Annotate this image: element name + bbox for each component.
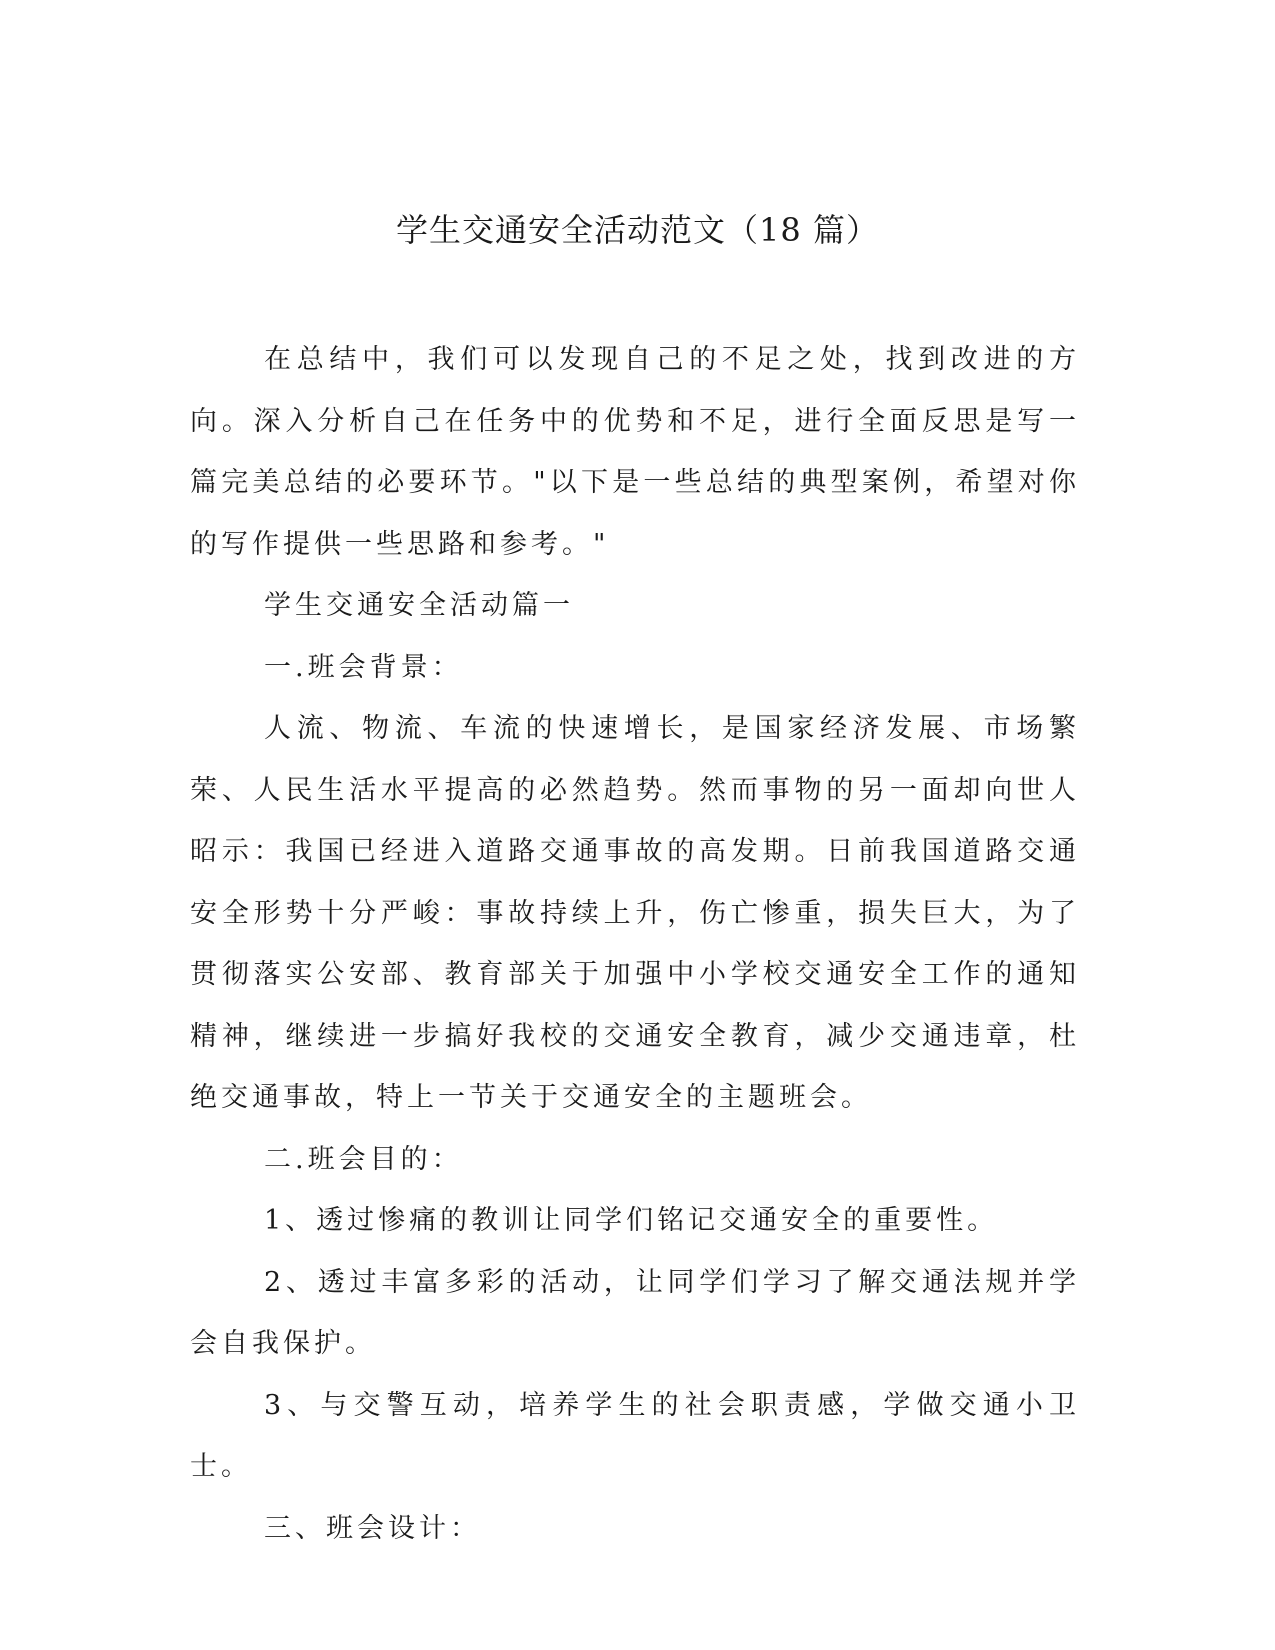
intro-paragraph: 在总结中，我们可以发现自己的不足之处，找到改进的方向。深入分析自己在任务中的优势和不足，进行全面反思是写一篇完美总结的必要环节。"以下是一些总结的典型案例，希望对你的写作提供一些思路和参考。" [190, 344, 1080, 560]
purpose-item-2: 2、透过丰富多彩的活动，让同学们学习了解交通法规并学会自我保护。 [190, 1266, 1080, 1359]
document-title: 学生交通安全活动范文（18 篇） [396, 211, 879, 249]
purpose-item-1: 1、透过惨痛的教训让同学们铭记交通安全的重要性。 [264, 1205, 999, 1236]
subsection-heading-background: 一.班会背景： [264, 651, 463, 683]
background-paragraph: 人流、物流、车流的快速增长，是国家经济发展、市场繁荣、人民生活水平提高的必然趋势。然而事物的另一面却向世人昭示：我国已经进入道路交通事故的高发期。日前我国道路交通安全形势十分严峻：事故持续上升，伤亡惨重，损失巨大，为了贯彻落实公安部、教育部关于加强中小学校交通安全工作的通知精神，继续进一步搞好我校的交通安全教育，减少交通违章，杜绝交通事故，特上一节关于交通安全的主题班会。 [190, 713, 1080, 1113]
subsection-heading-purpose: 二.班会目的： [264, 1143, 463, 1175]
subsection-heading-design: 三、班会设计： [264, 1512, 481, 1544]
section-heading: 学生交通安全活动篇一 [264, 590, 574, 621]
document-body [190, 329, 1080, 1559]
purpose-item-3: 3、与交警互动，培养学生的社会职责感，学做交通小卫士。 [190, 1389, 1080, 1482]
